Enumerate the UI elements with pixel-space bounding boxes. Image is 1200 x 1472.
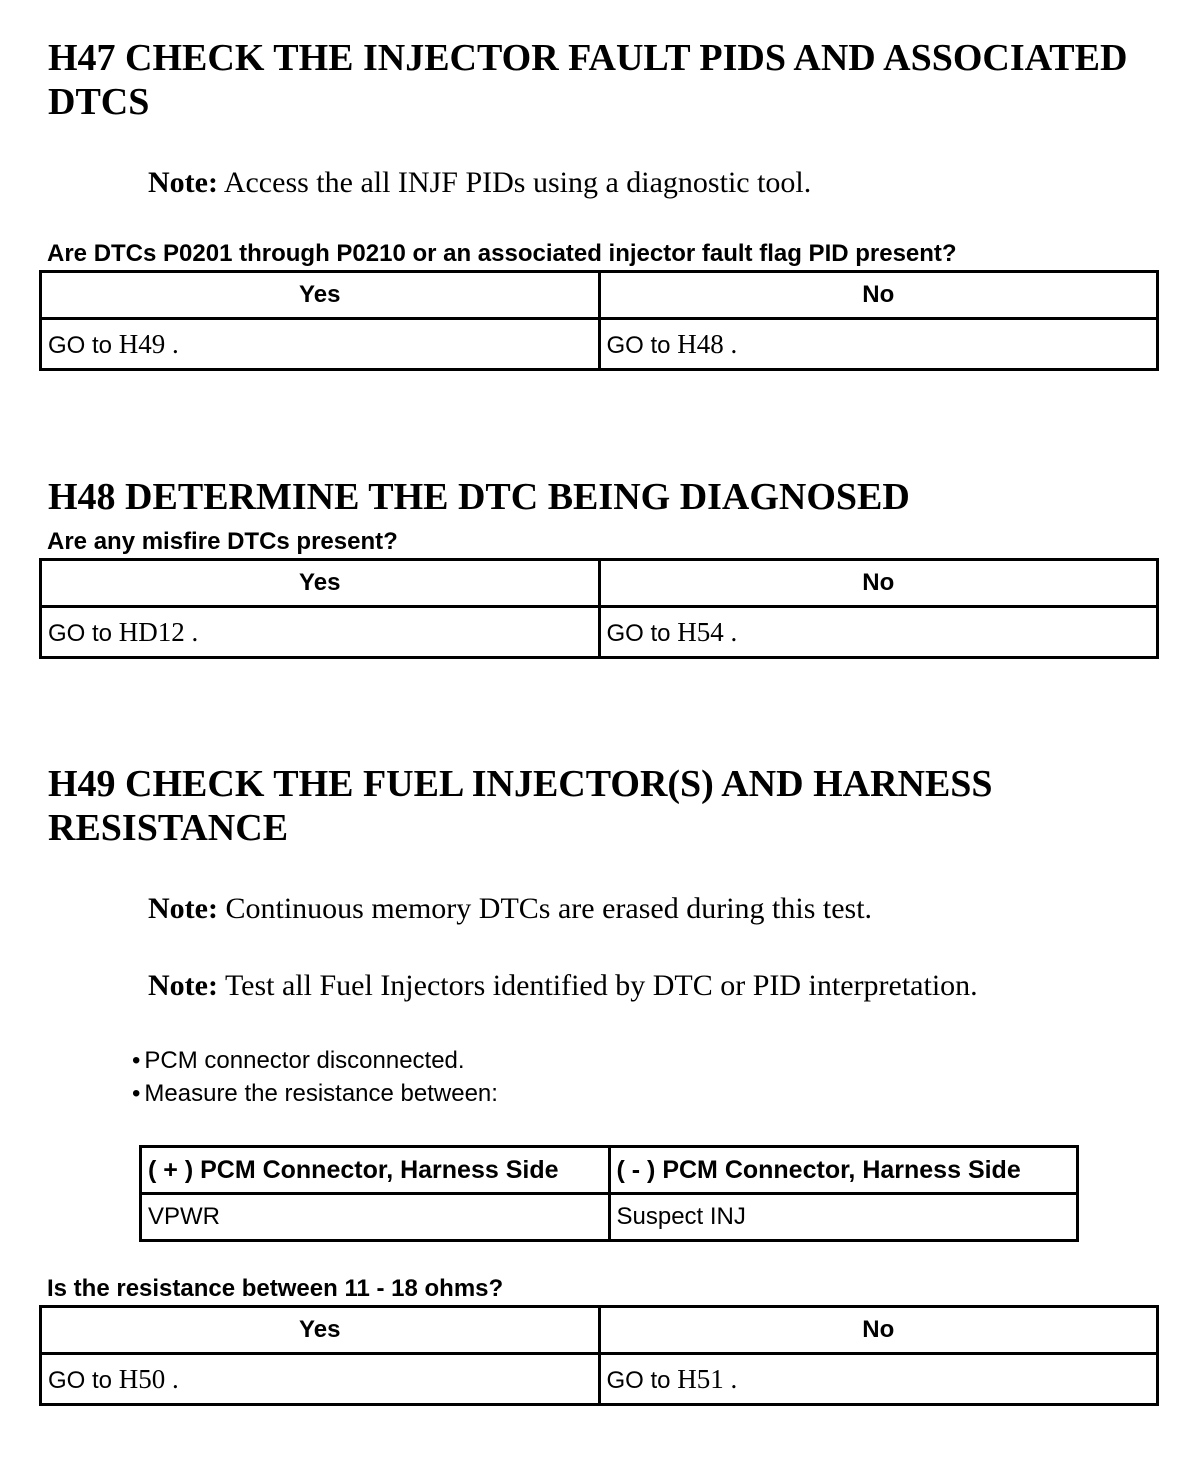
h49-note-2 (148, 968, 978, 1004)
yes-target-link[interactable]: H50 . (118, 1363, 179, 1394)
list-item: • PCM connector disconnected. (132, 1044, 498, 1077)
note-label: Note: (148, 166, 218, 199)
yes-header: Yes (41, 1307, 600, 1354)
negative-connector-header: ( - ) PCM Connector, Harness Side (609, 1147, 1078, 1194)
go-to-label: GO to (48, 1366, 113, 1394)
h48-heading: H48 DETERMINE THE DTC BEING DIAGNOSED (48, 476, 910, 518)
yes-cell (41, 319, 600, 370)
yes-cell (41, 1354, 600, 1405)
note-text: Access the all INJF PIDs using a diagnostic tool. (223, 166, 812, 199)
no-cell (599, 319, 1158, 370)
go-to-label: GO to (606, 1366, 671, 1394)
h47-heading: H47 CHECK THE INJECTOR FAULT PIDS AND ASSOCIATED DTCS (48, 37, 1128, 123)
yes-header: Yes (41, 272, 600, 319)
go-to-label: GO to (606, 331, 671, 359)
h49-bullet-list (132, 1044, 498, 1110)
no-header: No (599, 272, 1158, 319)
no-cell (599, 1354, 1158, 1405)
no-header: No (599, 560, 1158, 607)
h49-note-1 (148, 891, 872, 927)
yes-target-link[interactable]: HD12 . (118, 616, 199, 647)
yes-cell (41, 607, 600, 658)
yes-header: Yes (41, 560, 600, 607)
no-target-link[interactable]: H54 . (677, 616, 738, 647)
h49-answer-table (39, 1305, 1159, 1406)
positive-connector-value: VPWR (141, 1194, 610, 1241)
note-label: Note: (148, 969, 218, 1002)
go-to-label: GO to (606, 619, 671, 647)
note-label: Note: (148, 892, 218, 925)
h48-question: Are any misfire DTCs present? (47, 528, 398, 555)
go-to-label: GO to (48, 331, 113, 359)
list-item: • Measure the resistance between: (132, 1077, 498, 1110)
h47-answer-table (39, 270, 1159, 371)
note-text: Continuous memory DTCs are erased during this test. (225, 892, 873, 925)
h49-heading: H49 CHECK THE FUEL INJECTOR(S) AND HARNESS RESISTANCE (48, 763, 993, 849)
note-text: Test all Fuel Injectors identified by DTC or PID interpretation. (224, 969, 978, 1002)
h48-answer-table (39, 558, 1159, 659)
connector-table (139, 1145, 1079, 1242)
no-header: No (599, 1307, 1158, 1354)
go-to-label: GO to (48, 619, 113, 647)
h47-note (148, 165, 811, 201)
negative-connector-value: Suspect INJ (609, 1194, 1078, 1241)
yes-target-link[interactable]: H49 . (118, 328, 179, 359)
h47-question: Are DTCs P0201 through P0210 or an associated injector fault flag PID present? (47, 240, 957, 267)
no-target-link[interactable]: H51 . (677, 1363, 738, 1394)
no-cell (599, 607, 1158, 658)
no-target-link[interactable]: H48 . (677, 328, 738, 359)
h49-question: Is the resistance between 11 - 18 ohms? (47, 1275, 504, 1302)
positive-connector-header: ( + ) PCM Connector, Harness Side (141, 1147, 610, 1194)
